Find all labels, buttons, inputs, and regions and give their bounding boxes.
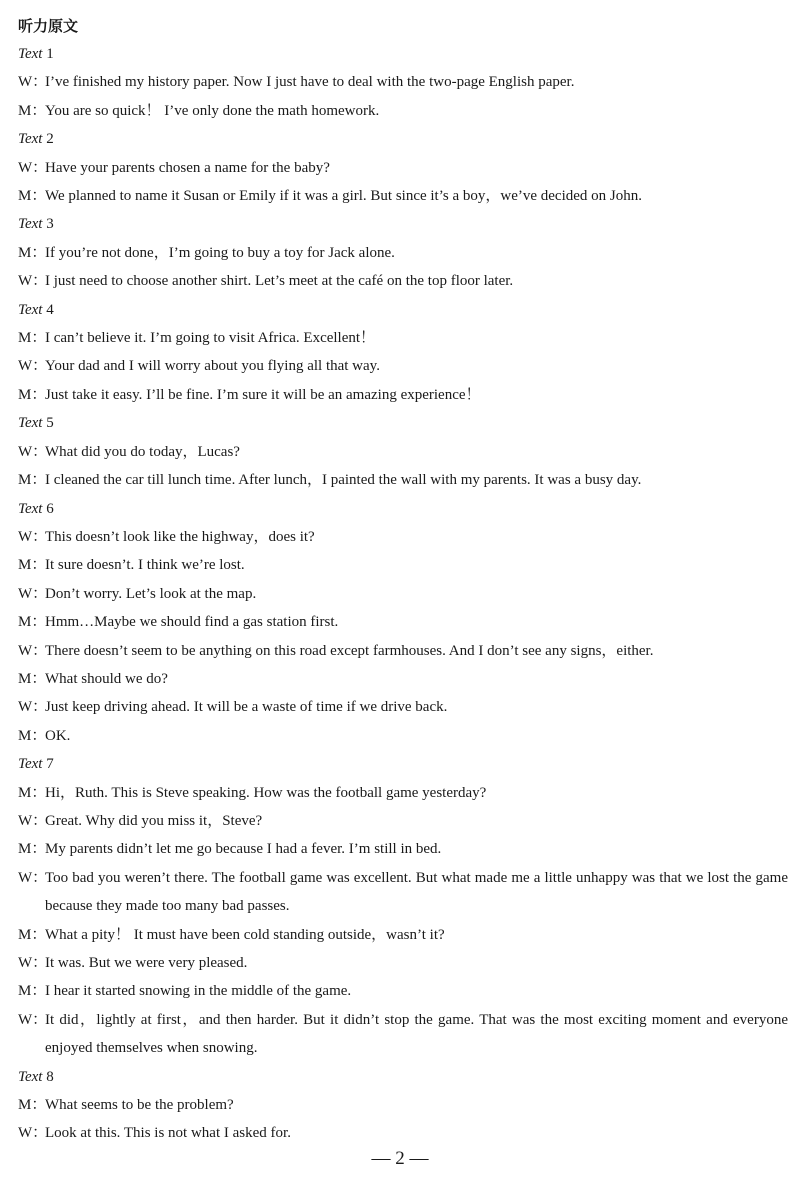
page-heading: 听力原文 bbox=[18, 17, 79, 35]
dialogue-text: You are so quick！ I’ve only done the math homework. bbox=[45, 102, 380, 119]
speaker-label: W： bbox=[18, 955, 48, 971]
speaker-label: M： bbox=[18, 983, 47, 1000]
speaker-label: W： bbox=[18, 528, 48, 545]
dialogue-text: Have your parents chosen a name for the baby? bbox=[45, 159, 330, 176]
dialogue-text: OK. bbox=[45, 727, 71, 744]
transcript-body bbox=[18, 40, 788, 1148]
dialogue-line bbox=[18, 779, 788, 807]
section-label-number: 5 bbox=[46, 415, 54, 432]
dialogue-line bbox=[18, 977, 788, 1005]
speaker-label: W： bbox=[18, 273, 48, 290]
dialogue-line bbox=[18, 949, 788, 977]
dialogue-line bbox=[18, 154, 788, 182]
section-label-word: Text bbox=[18, 756, 43, 773]
dialogue-text: What a pity！ It must have been cold standing outside，wasn’t it? bbox=[45, 926, 445, 943]
section-label bbox=[18, 1063, 788, 1091]
dialogue-line bbox=[18, 68, 788, 96]
section-label-word: Text bbox=[18, 415, 43, 432]
dialogue-line bbox=[18, 921, 788, 949]
speaker-label: W： bbox=[18, 74, 48, 91]
dialogue-line bbox=[18, 665, 788, 693]
dialogue-line bbox=[18, 693, 788, 721]
section-label-number: 8 bbox=[46, 1068, 54, 1085]
speaker-label: W： bbox=[18, 1125, 48, 1142]
dialogue-line bbox=[18, 551, 788, 579]
dialogue-text: I just need to choose another shirt. Let’s meet at the café on the top floor later. bbox=[45, 273, 514, 290]
dialogue-line bbox=[18, 267, 788, 295]
section-label-word: Text bbox=[18, 216, 43, 233]
speaker-label: M： bbox=[18, 472, 47, 489]
section-label-number: 1 bbox=[46, 46, 54, 62]
dialogue-line bbox=[18, 466, 788, 494]
speaker-label: M： bbox=[18, 557, 47, 574]
dialogue-text: This doesn’t look like the highway，does it? bbox=[45, 528, 315, 545]
section-label bbox=[18, 210, 788, 238]
section-label-word: Text bbox=[18, 1068, 43, 1085]
dialogue-text: If you’re not done，I’m going to buy a toy for Jack alone. bbox=[45, 244, 395, 261]
dialogue-text: Just take it easy. I’ll be fine. I’m sure it will be an amazing experience！ bbox=[45, 386, 481, 403]
section-label-word: Text bbox=[18, 301, 43, 318]
dialogue-text: Your dad and I will worry about you flying all that way. bbox=[45, 358, 380, 375]
dialogue-line bbox=[18, 324, 788, 352]
section-label bbox=[18, 40, 788, 68]
dialogue-line bbox=[18, 722, 788, 750]
section-label bbox=[18, 409, 788, 437]
speaker-label: M： bbox=[18, 1097, 47, 1114]
speaker-label: M： bbox=[18, 102, 47, 119]
section-label bbox=[18, 495, 788, 523]
section-label-number: 2 bbox=[46, 131, 54, 148]
page-number: — 2 — bbox=[371, 1148, 429, 1169]
dialogue-text: Hmm…Maybe we should find a gas station first. bbox=[45, 614, 339, 631]
speaker-label: W： bbox=[18, 1011, 48, 1028]
speaker-label: M： bbox=[18, 330, 47, 347]
dialogue-text: We planned to name it Susan or Emily if it was a girl. But since it’s a boy，we’ve decided on John. bbox=[45, 188, 643, 205]
dialogue-line bbox=[18, 1119, 788, 1147]
dialogue-line bbox=[18, 608, 788, 636]
dialogue-line bbox=[18, 381, 788, 409]
speaker-label: W： bbox=[18, 159, 48, 176]
section-label-number: 3 bbox=[46, 216, 54, 233]
dialogue-text: It sure doesn’t. I think we’re lost. bbox=[45, 557, 245, 574]
dialogue-line bbox=[18, 1091, 788, 1119]
speaker-label: M： bbox=[18, 386, 47, 403]
section-label-word: Text bbox=[18, 131, 43, 148]
section-label-number: 6 bbox=[46, 500, 54, 517]
dialogue-line bbox=[18, 523, 788, 551]
speaker-label: W： bbox=[18, 642, 48, 659]
dialogue-text: Great. Why did you miss it，Steve? bbox=[45, 812, 263, 829]
dialogue-text: What seems to be the problem? bbox=[45, 1097, 234, 1114]
dialogue-line bbox=[18, 97, 788, 125]
speaker-label: M： bbox=[18, 926, 47, 943]
speaker-label: M： bbox=[18, 188, 47, 205]
dialogue-text: I’ve finished my history paper. Now I just have to deal with the two-page English paper. bbox=[45, 74, 575, 91]
dialogue-text: Too bad you weren’t there. The football game was excellent. But what made me a little unhappy was that we lost the game because they made too many bad passes. bbox=[45, 869, 788, 915]
dialogue-line bbox=[18, 807, 788, 835]
speaker-label: W： bbox=[18, 443, 48, 460]
speaker-label: M： bbox=[18, 784, 47, 801]
dialogue-line bbox=[18, 239, 788, 267]
dialogue-line bbox=[18, 864, 788, 921]
dialogue-text: I hear it started snowing in the middle of the game. bbox=[45, 983, 352, 1000]
section-label bbox=[18, 125, 788, 153]
section-label-word: Text bbox=[18, 500, 43, 517]
speaker-label: M： bbox=[18, 244, 47, 261]
speaker-label: W： bbox=[18, 358, 48, 375]
dialogue-line bbox=[18, 352, 788, 380]
dialogue-line bbox=[18, 637, 788, 665]
dialogue-text: Look at this. This is not what I asked for. bbox=[45, 1125, 291, 1142]
speaker-label: M： bbox=[18, 614, 47, 631]
dialogue-line bbox=[18, 438, 788, 466]
speaker-label: M： bbox=[18, 727, 47, 744]
dialogue-text: There doesn’t seem to be anything on this road except farmhouses. And I don’t see any signs，either. bbox=[45, 642, 654, 659]
speaker-label: W： bbox=[18, 699, 48, 716]
dialogue-line bbox=[18, 835, 788, 863]
speaker-label: W： bbox=[18, 812, 48, 829]
dialogue-line bbox=[18, 182, 788, 210]
dialogue-text: Don’t worry. Let’s look at the map. bbox=[45, 585, 257, 602]
dialogue-line bbox=[18, 1006, 788, 1063]
dialogue-text: My parents didn’t let me go because I had a fever. I’m still in bed. bbox=[45, 841, 442, 858]
section-label bbox=[18, 750, 788, 778]
dialogue-text: It was. But we were very pleased. bbox=[45, 955, 248, 971]
dialogue-text: It did，lightly at first，and then harder. But it didn’t stop the game. That was the most exciting moment and everyone enjoyed themselves when snowing. bbox=[45, 1011, 788, 1057]
section-label-number: 7 bbox=[46, 756, 54, 773]
dialogue-text: Hi，Ruth. This is Steve speaking. How was the football game yesterday? bbox=[45, 784, 487, 801]
section-label-number: 4 bbox=[46, 301, 54, 318]
speaker-label: W： bbox=[18, 585, 48, 602]
dialogue-text: I cleaned the car till lunch time. After lunch，I painted the wall with my parents. It was a busy day. bbox=[45, 472, 642, 489]
dialogue-line bbox=[18, 580, 788, 608]
dialogue-text: Just keep driving ahead. It will be a waste of time if we drive back. bbox=[45, 699, 448, 716]
speaker-label: W： bbox=[18, 869, 48, 886]
dialogue-text: What should we do? bbox=[45, 670, 168, 687]
section-label bbox=[18, 296, 788, 324]
dialogue-text: I can’t believe it. I’m going to visit Africa. Excellent！ bbox=[45, 330, 376, 347]
speaker-label: M： bbox=[18, 670, 47, 687]
section-label-word: Text bbox=[18, 46, 43, 62]
document-page bbox=[18, 12, 788, 1148]
speaker-label: M： bbox=[18, 841, 47, 858]
dialogue-text: What did you do today，Lucas? bbox=[45, 443, 240, 460]
